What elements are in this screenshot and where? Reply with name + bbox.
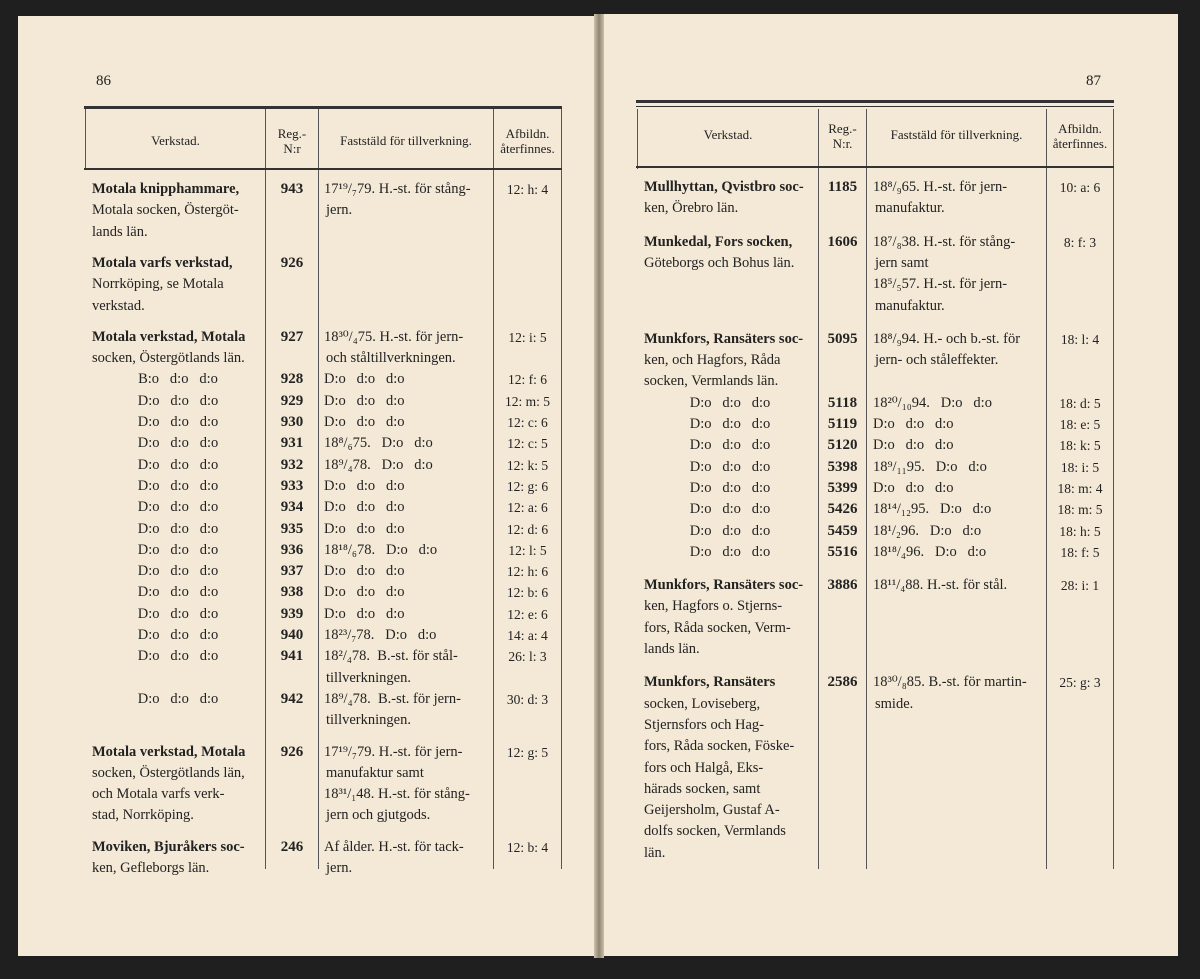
column-divider: [866, 109, 867, 869]
verkstad-line: Motala socken, Östergöt-: [92, 202, 239, 219]
verkstad-line: D:o d:o d:o: [137, 520, 219, 537]
afbildning-ref: 18: l: 4: [1060, 331, 1100, 347]
faststald-line: jern.: [326, 202, 353, 219]
reg-number: 246: [280, 838, 304, 855]
reg-number: 935: [280, 520, 304, 537]
top-rule: [84, 106, 562, 109]
verkstad-line: D:o d:o d:o: [137, 541, 219, 558]
verkstad-line: dolfs socken, Vermlands: [644, 823, 786, 840]
afbildning-ref: 18: k: 5: [1059, 438, 1101, 454]
faststald-line: 17¹⁹/₇79. H.-st. för jern-: [324, 743, 463, 760]
column-divider: [1113, 109, 1114, 869]
afbildning-ref: 18: i: 5: [1060, 459, 1100, 475]
reg-number: 2586: [827, 674, 858, 691]
faststald-line: 18²³/₇78. D:o d:o: [324, 627, 437, 643]
faststald-line: D:o d:o d:o: [324, 392, 405, 409]
verkstad-line: Stjernsfors och Hag-: [644, 716, 765, 733]
header-reg: Reg.-: [277, 126, 307, 141]
faststald-line: 18⁸/₉65. H.-st. för jern-: [873, 179, 1008, 195]
reg-number: 934: [280, 499, 304, 516]
reg-number: 5426: [827, 501, 858, 518]
reg-number: 926: [280, 254, 304, 271]
header-faststald: Faststäld för tillverkning.: [890, 127, 1023, 142]
header-faststald: Faststäld för tillverkning.: [340, 133, 472, 148]
afbildning-ref: 18: f: 5: [1060, 544, 1100, 560]
verkstad-line: D:o d:o d:o: [137, 690, 219, 707]
verkstad-line: D:o d:o d:o: [137, 627, 219, 643]
faststald-line: D:o d:o d:o: [873, 437, 954, 454]
reg-number: 1606: [827, 233, 858, 250]
reg-number: 933: [280, 477, 304, 494]
reg-number: 943: [280, 181, 304, 197]
reg-number: 5399: [827, 479, 858, 496]
verkstad-line: Moviken, Bjuråkers soc-: [92, 838, 245, 855]
afbildning-ref: 26: l: 3: [508, 649, 547, 665]
afbildning-ref: 12: b: 6: [506, 585, 549, 601]
reg-number: 930: [280, 414, 304, 430]
header-afbildn: Afbildn.: [1058, 121, 1102, 136]
column-divider: [318, 109, 319, 869]
column-divider: [561, 109, 562, 869]
reg-number: 927: [280, 328, 304, 345]
top-rule-thin: [636, 106, 1114, 107]
page-number: 86: [96, 73, 111, 89]
header-aterfinnes: återfinnes.: [1052, 136, 1108, 151]
reg-number: 5119: [827, 416, 858, 432]
faststald-line: tillverkningen.: [326, 712, 411, 729]
afbildning-ref: 12: g: 6: [506, 478, 549, 494]
faststald-line: D:o d:o d:o: [324, 584, 405, 601]
faststald-line: D:o d:o d:o: [324, 371, 405, 388]
afbildning-ref: 12: i: 5: [508, 329, 547, 345]
header-reg: Reg.-: [828, 121, 857, 136]
faststald-line: tillverkningen.: [326, 669, 411, 686]
afbildning-ref: 12: h: 4: [506, 182, 549, 197]
verkstad-line: fors och Halgå, Eks-: [644, 759, 764, 776]
verkstad-line: D:o d:o d:o: [689, 437, 771, 454]
verkstad-line: Motala varfs verkstad,: [92, 254, 233, 271]
verkstad-line: D:o d:o d:o: [137, 605, 219, 622]
verkstad-line: socken, Östergötlands län.: [92, 350, 245, 367]
faststald-line: 18¹⁴/₁₂95. D:o d:o: [873, 501, 992, 518]
faststald-line: jern samt: [875, 254, 929, 271]
afbildning-ref: 30: d: 3: [506, 691, 549, 707]
reg-number: 5398: [827, 458, 858, 475]
verkstad-line: härads socken, samt: [644, 780, 761, 797]
verkstad-line: D:o d:o d:o: [137, 392, 219, 409]
verkstad-line: D:o d:o d:o: [137, 456, 219, 473]
verkstad-line: D:o d:o d:o: [689, 416, 771, 432]
afbildning-ref: 12: g: 5: [506, 744, 549, 760]
faststald-line: Af ålder. H.-st. för tack-: [324, 838, 464, 855]
verkstad-line: Munkfors, Ransäters soc-: [644, 330, 804, 347]
verkstad-line: D:o d:o d:o: [689, 458, 771, 475]
verkstad-line: och Motala varfs verk-: [92, 786, 225, 803]
faststald-line: 18⁹/₁₁95. D:o d:o: [873, 458, 987, 475]
afbildning-ref: 12: b: 4: [506, 839, 549, 855]
verkstad-line: Munkfors, Ransäters: [644, 674, 776, 691]
reg-number: 5459: [827, 522, 858, 539]
faststald-line: 18⁷/₈38. H.-st. för stång-: [873, 233, 1016, 250]
verkstad-line: Munkfors, Ransäters soc-: [644, 577, 804, 594]
faststald-line: 18⁹/₄78. B.-st. för jern-: [324, 690, 461, 707]
verkstad-line: ken, Örebro län.: [644, 200, 739, 217]
afbildning-ref: 12: m: 5: [504, 393, 550, 409]
verkstad-line: D:o d:o d:o: [137, 563, 219, 580]
verkstad-line: län.: [644, 844, 666, 861]
afbildning-ref: 18: e: 5: [1059, 417, 1101, 432]
verkstad-line: Munkedal, Fors socken,: [644, 233, 793, 250]
afbildning-ref: 28: i: 1: [1060, 578, 1100, 594]
verkstad-line: ken, och Hagfors, Råda: [644, 352, 781, 369]
reg-number: 5118: [827, 394, 858, 411]
afbildning-ref: 12: c: 6: [507, 415, 548, 430]
header-verkstad: Verkstad.: [703, 127, 753, 142]
afbildning-ref: 12: a: 6: [507, 500, 548, 516]
reg-number: 1185: [827, 179, 858, 195]
reg-number: 938: [280, 584, 304, 601]
verkstad-line: verkstad.: [92, 297, 145, 314]
verkstad-line: D:o d:o d:o: [689, 543, 771, 560]
faststald-line: 18²/₄78. B.-st. för stål-: [324, 648, 458, 665]
header-rule: [84, 168, 562, 170]
afbildning-ref: 18: m: 5: [1057, 502, 1103, 518]
afbildning-ref: 12: h: 6: [506, 564, 549, 580]
verkstad-line: Göteborgs och Bohus län.: [644, 254, 795, 271]
afbildning-ref: 12: f: 6: [508, 372, 547, 388]
header-verkstad: Verkstad.: [151, 133, 200, 148]
reg-number: 940: [280, 627, 304, 643]
verkstad-line: fors, Råda socken, Verm-: [644, 619, 791, 636]
faststald-line: och ståltillverkningen.: [326, 350, 456, 367]
book-spine: [594, 14, 604, 958]
faststald-line: 18¹⁸/₄96. D:o d:o: [873, 543, 987, 560]
faststald-line: manufaktur.: [875, 297, 945, 314]
header-afbildn: Afbildn.: [505, 126, 550, 141]
afbildning-ref: 18: d: 5: [1059, 395, 1101, 411]
header-aterfinnes: återfinnes.: [500, 141, 555, 156]
reg-number: 3886: [827, 577, 858, 594]
afbildning-ref: 12: e: 6: [507, 606, 548, 622]
reg-number: 5516: [827, 543, 858, 560]
reg-number: 932: [280, 456, 304, 473]
faststald-line: D:o d:o d:o: [324, 414, 405, 430]
left-page: [18, 16, 594, 956]
verkstad-line: D:o d:o d:o: [689, 501, 771, 518]
verkstad-line: lands län.: [644, 641, 700, 657]
faststald-line: 18³⁰/₈85. B.-st. för martin-: [873, 674, 1027, 691]
faststald-line: smide.: [875, 695, 914, 712]
faststald-line: D:o d:o d:o: [873, 479, 954, 496]
faststald-line: 18¹¹/₄88. H.-st. för stål.: [873, 577, 1008, 594]
page-number: 87: [1086, 73, 1101, 89]
reg-number: 926: [280, 743, 304, 760]
faststald-line: 18⁹/₄78. D:o d:o: [324, 456, 433, 473]
faststald-line: 18³⁰/₄75. H.-st. för jern-: [324, 328, 464, 345]
faststald-line: 18¹/₂96. D:o d:o: [873, 522, 982, 539]
verkstad-line: ken, Gefleborgs län.: [92, 860, 210, 876]
afbildning-ref: 25: g: 3: [1059, 675, 1101, 691]
afbildning-ref: 12: d: 6: [506, 521, 549, 537]
faststald-line: 18⁸/₆75. D:o d:o: [324, 435, 433, 452]
verkstad-line: D:o d:o d:o: [137, 477, 219, 494]
faststald-line: D:o d:o d:o: [324, 477, 405, 494]
afbildning-ref: 18: m: 4: [1057, 480, 1103, 496]
faststald-line: D:o d:o d:o: [324, 605, 405, 622]
verkstad-line: Norrköping, se Motala: [92, 276, 224, 293]
reg-number: 941: [280, 648, 304, 665]
reg-number: 5095: [827, 330, 858, 347]
faststald-line: D:o d:o d:o: [324, 499, 405, 516]
reg-number: 937: [280, 563, 304, 580]
faststald-line: jern- och ståleffekter.: [875, 352, 999, 369]
reg-number: 936: [280, 541, 304, 558]
verkstad-line: socken, Östergötlands län,: [92, 764, 245, 781]
faststald-line: jern och gjutgods.: [326, 807, 431, 824]
verkstad-line: B:o d:o d:o: [138, 371, 218, 388]
verkstad-line: D:o d:o d:o: [137, 414, 219, 430]
faststald-line: D:o d:o d:o: [873, 416, 954, 432]
faststald-line: 18⁸/₉94. H.- och b.-st. för: [873, 330, 1021, 347]
afbildning-ref: 12: k: 5: [506, 457, 549, 473]
faststald-line: 18⁵/₅57. H.-st. för jern-: [873, 276, 1008, 293]
verkstad-line: Motala verkstad, Motala: [92, 328, 246, 345]
faststald-line: 18¹⁸/₆78. D:o d:o: [324, 541, 438, 558]
faststald-line: D:o d:o d:o: [324, 520, 405, 537]
verkstad-line: Motala knipphammare,: [92, 181, 240, 197]
faststald-line: manufaktur samt: [326, 764, 424, 781]
verkstad-line: D:o d:o d:o: [137, 499, 219, 516]
top-rule: [636, 100, 1114, 103]
right-page: [604, 14, 1178, 956]
faststald-line: 18³¹/₁48. H.-st. för stång-: [324, 786, 470, 803]
reg-number: 939: [280, 605, 304, 622]
verkstad-line: D:o d:o d:o: [137, 584, 219, 601]
verkstad-line: Geijersholm, Gustaf A-: [644, 802, 780, 819]
faststald-line: manufaktur.: [875, 200, 945, 217]
faststald-line: 17¹⁹/₇79. H.-st. för stång-: [324, 181, 471, 197]
faststald-line: D:o d:o d:o: [324, 563, 405, 580]
afbildning-ref: 12: c: 5: [507, 436, 548, 452]
verkstad-line: socken, Vermlands län.: [644, 373, 779, 390]
reg-number: 928: [280, 371, 304, 388]
verkstad-line: D:o d:o d:o: [137, 435, 219, 452]
reg-number: 931: [280, 435, 304, 452]
faststald-line: jern.: [326, 860, 353, 876]
header-rule: [636, 166, 1114, 168]
verkstad-line: D:o d:o d:o: [689, 394, 771, 411]
afbildning-ref: 10: a: 6: [1059, 180, 1101, 195]
verkstad-line: socken, Loviseberg,: [644, 695, 761, 712]
verkstad-line: stad, Norrköping.: [92, 807, 194, 824]
afbildning-ref: 12: l: 5: [508, 542, 547, 558]
verkstad-line: D:o d:o d:o: [137, 648, 219, 665]
afbildning-ref: 14: a: 4: [507, 628, 548, 643]
verkstad-line: ken, Hagfors o. Stjerns-: [644, 598, 783, 615]
faststald-line: 18²⁰/₁₀94. D:o d:o: [873, 394, 992, 411]
reg-number: 5120: [827, 437, 858, 454]
verkstad-line: Mullhyttan, Qvistbro soc-: [644, 179, 804, 195]
reg-number: 929: [280, 392, 304, 409]
header-reg-nr: N:r: [283, 141, 301, 156]
verkstad-line: D:o d:o d:o: [689, 522, 771, 539]
verkstad-line: Motala verkstad, Motala: [92, 743, 246, 760]
header-reg-nr: N:r.: [832, 136, 853, 151]
verkstad-line: lands län.: [92, 223, 148, 240]
afbildning-ref: 18: h: 5: [1059, 523, 1101, 539]
reg-number: 942: [280, 690, 304, 707]
verkstad-line: D:o d:o d:o: [689, 479, 771, 496]
afbildning-ref: 8: f: 3: [1063, 234, 1097, 250]
verkstad-line: fors, Råda socken, Föske-: [644, 738, 795, 755]
